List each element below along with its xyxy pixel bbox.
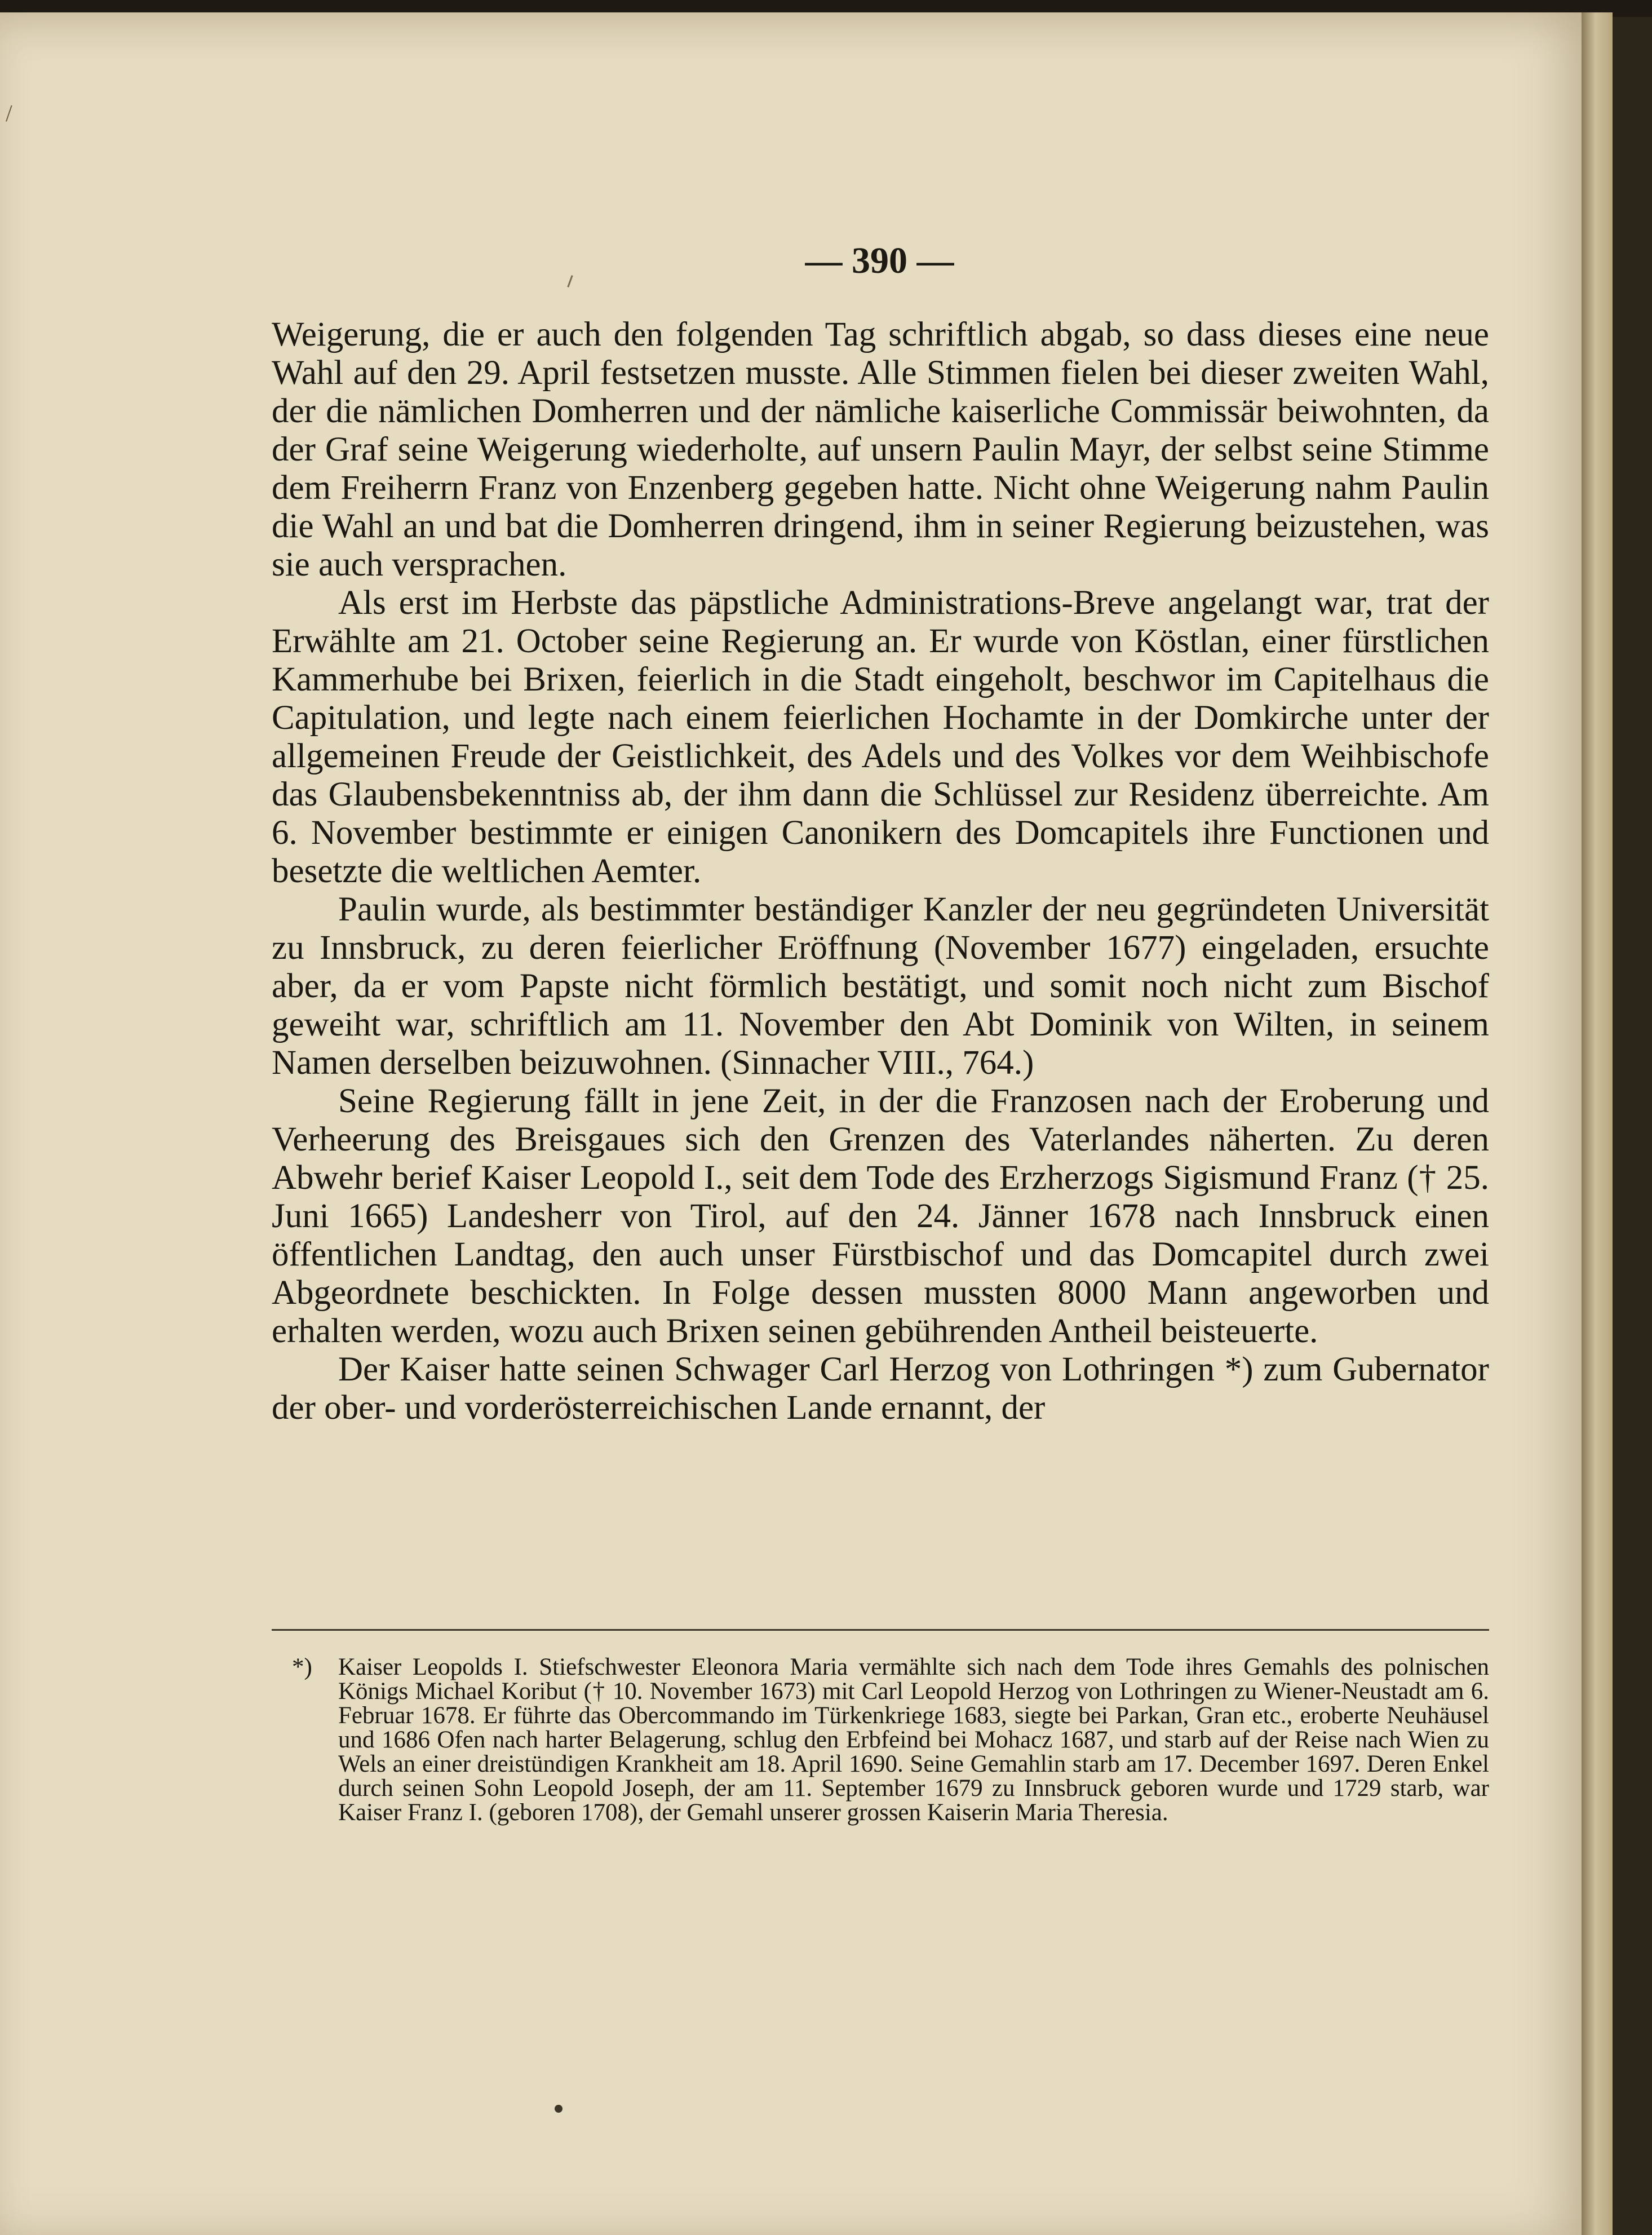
- footnote-text: Kaiser Leopolds I. Stiefschwester Eleonora Maria vermählte sich nach dem Tode ihres Gemahls des polnischen Königs Michael Koribut († 10. November 1673) mit Carl Leopold Herzog von Lothringen zu Wiener-Neustadt am 6. Februar 1678. Er führte das Obercommando im Türkenkriege 1683, siegte bei Parkan, Gran etc., eroberte Neuhäusel und 1686 Ofen nach harter Belagerung, schlug den Erbfeind bei Mohacz 1687, und starb auf der Reise nach Wien zu Wels an einer dreistündigen Krankheit am 18. April 1690. Seine Gemahlin starb am 17. December 1697. Deren Enkel durch seinen Sohn Leopold Joseph, der am 11. September 1679 zu Innsbruck geboren wurde und 1729 starb, war Kaiser Franz I. (geboren 1708), der Gemahl unserer grossen Kaiserin Maria Theresia.: [338, 1654, 1489, 1826]
- scan-background-right: [1613, 17, 1652, 2235]
- margin-pencil-mark: /: [6, 101, 12, 127]
- paragraph-3: Paulin wurde, als bestimmter beständiger Kanzler der neu gegründeten Universität zu Innsbruck, zu deren feierlicher Eröffnung (November 1677) eingeladen, ersuchte aber, da er vom Papste nicht förmlich bestätigt, und somit noch nicht zum Bischof geweiht war, schriftlich am 11. November den Abt Dominik von Wilten, in seinem Namen derselben beizuwohnen. (Sinnacher VIII., 764.): [272, 891, 1489, 1082]
- footnote-paragraph: [272, 1655, 1489, 1825]
- paragraph-1: Weigerung, die er auch den folgenden Tag schriftlich abgab, so dass dieses eine neue Wahl auf den 29. April festsetzen musste. Alle Stimmen fielen bei dieser zweiten Wahl, der die nämlichen Domherren und der nämliche kaiserliche Commissär beiwohnten, da der Graf seine Weigerung wiederholte, auf unsern Paulin Mayr, der selbst seine Stimme dem Freiherrn Franz von Enzenberg gegeben hatte. Nicht ohne Weigerung nahm Paulin die Wahl an und bat die Domherren dringend, ihm in seiner Regierung beizustehen, was sie auch versprachen.: [272, 316, 1489, 583]
- ink-spot: [555, 2105, 563, 2113]
- footnote-marker: *): [292, 1654, 312, 1680]
- page-edge: [1582, 12, 1613, 2235]
- paragraph-2: Als erst im Herbste das päpstliche Administrations-Breve angelangt war, trat der Erwählte am 21. October seine Regierung an. Er wurde von Köstlan, einer fürstlichen Kammerhube bei Brixen, feierlich in die Stadt eingeholt, beschwor im Capitelhaus die Capitulation, und legte nach einem feierlichen Hochamte in der Domkirche unter der allgemeinen Freude der Geistlichkeit, des Adels und des Volkes vor dem Weihbischofe das Glaubensbekenntniss ab, der ihm dann die Schlüssel zur Residenz überreichte. Am 6. November bestimmte er einigen Canonikern des Domcapitels ihre Functionen und besetzte die weltlichen Aemter.: [272, 584, 1489, 890]
- page-number: — 390 —: [805, 240, 954, 281]
- footnote-rule: [272, 1629, 1489, 1631]
- footnote: [272, 1655, 1489, 1825]
- paragraph-5: Der Kaiser hatte seinen Schwager Carl Herzog von Lothringen *) zum Gubernator der ober- und vorderösterreichischen Lande ernannt, der: [272, 1351, 1489, 1427]
- paragraph-4: Seine Regierung fällt in jene Zeit, in der die Franzosen nach der Eroberung und Verheerung des Breisgaues sich den Grenzen des Vaterlandes näherten. Zu deren Abwehr berief Kaiser Leopold I., seit dem Tode des Erzherzogs Sigismund Franz († 25. Juni 1665) Landesherr von Tirol, auf den 24. Jänner 1678 nach Innsbruck einen öffentlichen Landtag, den auch unser Fürstbischof und das Domcapitel durch zwei Abgeordnete beschickten. In Folge dessen mussten 8000 Mann angeworben und erhalten werden, wozu auch Brixen seinen gebührenden Antheil beisteuerte.: [272, 1082, 1489, 1350]
- body-text: [272, 316, 1489, 1427]
